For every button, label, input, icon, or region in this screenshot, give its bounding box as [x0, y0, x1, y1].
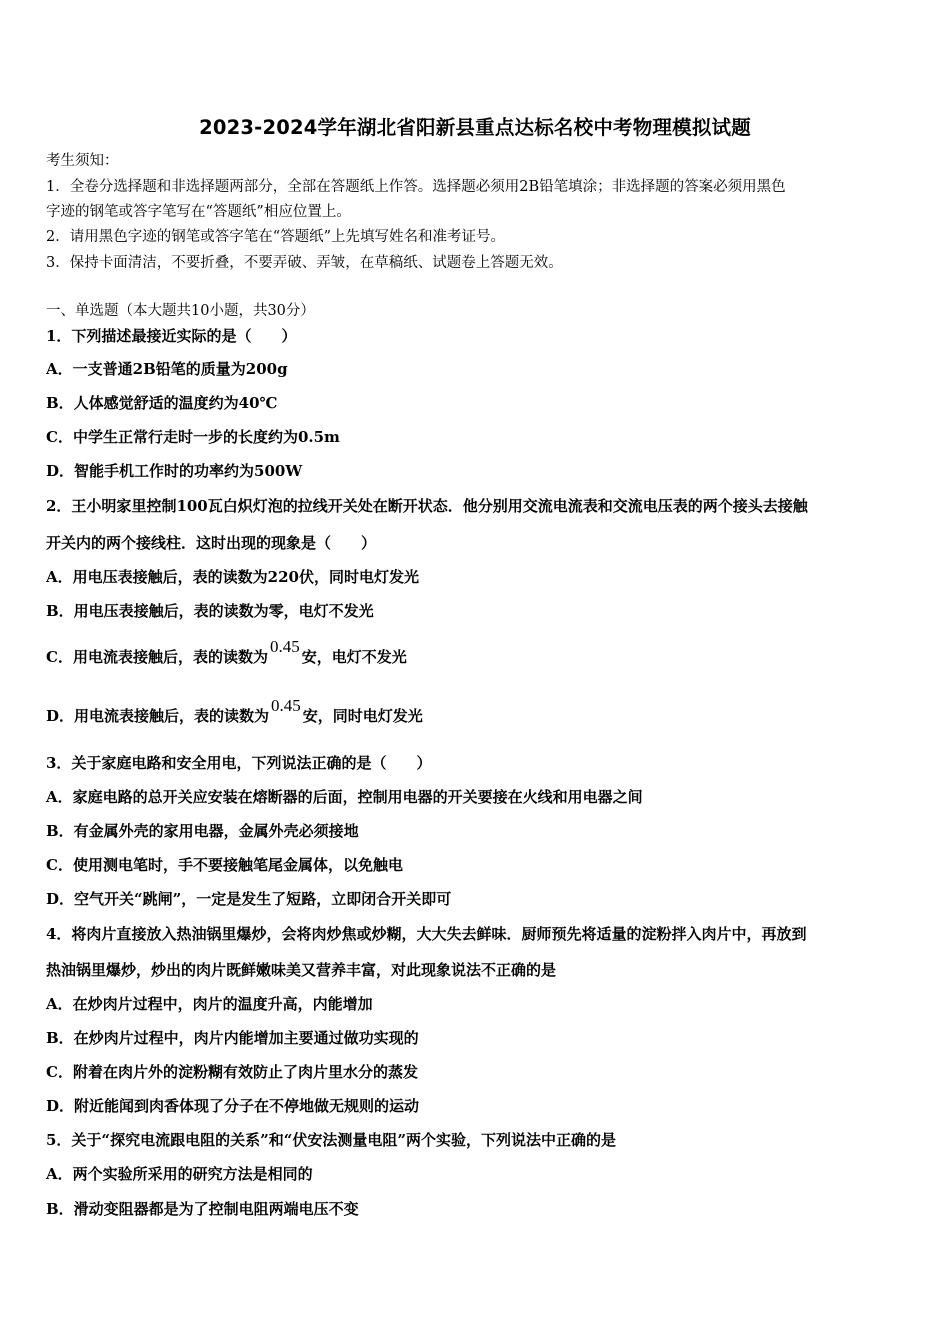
option-text: 安，同时电灯发光: [302, 707, 423, 725]
question-4-option-b: B．在炒肉片过程中，肉片内能增加主要通过做功实现的: [46, 1029, 419, 1047]
question-2-stem-cont: 开关内的两个接线柱．这时出现的现象是（ ）: [46, 534, 377, 552]
question-4-option-a: A．在炒肉片过程中，肉片的温度升高，内能增加: [46, 995, 373, 1013]
question-2-option-a: A．用电压表接触后，表的读数为220伏，同时电灯发光: [46, 568, 419, 586]
question-1-stem: 1．下列描述最接近实际的是（ ）: [46, 327, 297, 345]
notice-heading: 考生须知：: [46, 153, 119, 169]
question-3-option-a: A．家庭电路的总开关应安装在熔断器的后面，控制用电器的开关要接在火线和用电器之间: [46, 788, 643, 806]
question-1-option-a: A．一支普通2B铅笔的质量为200g: [46, 360, 288, 378]
formula-value: 0.45: [269, 637, 300, 656]
question-5-stem: 5．关于“探究电流跟电阻的关系”和“伏安法测量电阻”两个实验，下列说法中正确的是: [46, 1131, 616, 1149]
question-1-option-b: B．人体感觉舒适的温度约为40℃: [46, 394, 278, 412]
question-3-stem: 3．关于家庭电路和安全用电，下列说法正确的是（ ）: [46, 754, 432, 772]
question-4-option-c: C．附着在肉片外的淀粉糊有效防止了肉片里水分的蒸发: [46, 1063, 418, 1081]
section-heading: 一、单选题（本大题共10小题，共30分）: [46, 303, 315, 319]
question-2-stem: 2．王小明家里控制100瓦白炽灯泡的拉线开关处在断开状态．他分别用交流电流表和交流电压表的两个接头去接触: [46, 497, 808, 515]
question-2-option-d: [46, 696, 423, 725]
page-title: 2023-2024学年湖北省阳新县重点达标名校中考物理模拟试题: [199, 116, 751, 139]
notice-item: 1．全卷分选择题和非选择题两部分，全部在答题纸上作答。选择题必须用2B铅笔填涂；非选择题的答案必须用黑色: [46, 179, 786, 195]
notice-item: 2．请用黑色字迹的钢笔或答字笔在“答题纸”上先填写姓名和准考证号。: [46, 229, 506, 245]
question-2-option-c: [46, 637, 407, 666]
question-5-option-b: B．滑动变阻器都是为了控制电阻两端电压不变: [46, 1200, 359, 1218]
question-3-option-b: B．有金属外壳的家用电器，金属外壳必须接地: [46, 822, 359, 840]
question-1-option-d: D．智能手机工作时的功率约为500W: [46, 462, 303, 480]
question-3-option-d: D．空气开关“跳闸”，一定是发生了短路，立即闭合开关即可: [46, 890, 452, 908]
notice-item: 字迹的钢笔或答字笔写在“答题纸”相应位置上。: [46, 204, 351, 220]
question-4-option-d: D．附近能闻到肉香体现了分子在不停地做无规则的运动: [46, 1097, 420, 1115]
question-5-option-a: A．两个实验所采用的研究方法是相同的: [46, 1165, 313, 1183]
question-2-option-b: B．用电压表接触后，表的读数为零，电灯不发光: [46, 602, 374, 620]
notice-item: 3．保持卡面清洁，不要折叠，不要弄破、弄皱，在草稿纸、试题卷上答题无效。: [46, 255, 563, 271]
formula-value: 0.45: [271, 696, 301, 715]
question-4-stem: 4．将肉片直接放入热油锅里爆炒，会将肉炒焦或炒糊，大大失去鲜味．厨师预先将适量的淀粉拌入肉片中，再放到: [46, 925, 807, 943]
question-1-option-c: C．中学生正常行走时一步的长度约为0.5m: [46, 428, 340, 446]
question-4-stem-cont: 热油锅里爆炒，炒出的肉片既鲜嫩味美又营养丰富，对此现象说法不正确的是: [46, 961, 557, 979]
question-3-option-c: C．使用测电笔时，手不要接触笔尾金属体，以免触电: [46, 856, 403, 874]
option-text: 安，电灯不发光: [301, 648, 407, 666]
option-text: C．用电流表接触后，表的读数为: [46, 648, 268, 666]
option-text: D．用电流表接触后，表的读数为: [46, 707, 270, 725]
